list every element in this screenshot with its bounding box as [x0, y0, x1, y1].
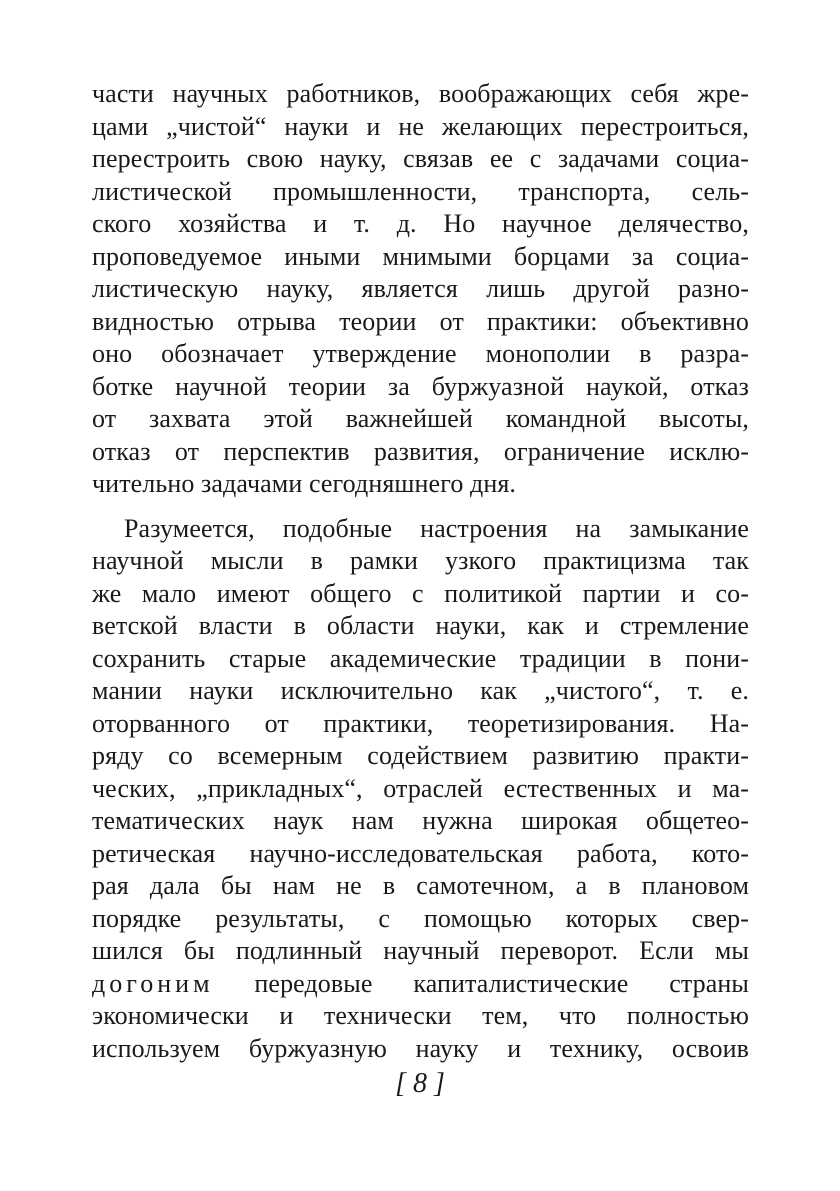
text-line: ветской власти в области науки, как и стремление: [92, 611, 749, 640]
text-line-spaced: [92, 968, 749, 1001]
text-line: используем буржуазную науку и технику, освоив: [92, 1033, 749, 1063]
text-line: ретическая научно-исследовательская работа, кото-: [92, 838, 749, 868]
text-line: оно обозначает утверждение монополии в разра-: [92, 339, 749, 368]
text-line: рая дала бы нам не в самотечном, а в плановом: [92, 871, 749, 900]
text-line: части научных работников, воображающих себя жре-: [92, 79, 749, 108]
page-number: [ 8 ]: [395, 1068, 445, 1099]
text-line: научной мысли в рамки узкого практицизма так: [92, 546, 749, 575]
text-line: сохранить старые академические традиции в пони-: [92, 643, 749, 673]
paragraph-1: [92, 78, 749, 501]
text-line: оторванного от практики, теоретизирования. На-: [92, 708, 749, 738]
text-line: ряду со всемерным содействием развитию практи-: [92, 741, 749, 770]
paragraph-2: [92, 513, 749, 1066]
page-text: [92, 78, 749, 1065]
text-line: цами „чистой“ науки и не желающих перестроиться,: [92, 111, 749, 141]
text-line: листической промышленности, транспорта, сель-: [92, 176, 749, 206]
text-line: ческих, „прикладных“, отраслей естественных и ма-: [92, 773, 749, 803]
text-segment: передовые капиталистические страны: [213, 968, 749, 998]
text-line: ского хозяйства и т. д. Но научное делячество,: [92, 209, 749, 238]
text-line: шился бы подлинный научный переворот. Если мы: [92, 936, 749, 965]
text-line: порядке результаты, с помощью которых свер-: [92, 903, 749, 933]
text-line: от захвата этой важнейшей командной высоты,: [92, 404, 749, 433]
text-line: же мало имеют общего с политикой партии и со-: [92, 578, 749, 608]
text-line: тематических наук нам нужна широкая общетео-: [92, 806, 749, 835]
paragraph-gap: [92, 501, 749, 513]
text-line: мании науки исключительно как „чистого“, т. е.: [92, 676, 749, 705]
text-line: листическую науку, является лишь другой разно-: [92, 274, 749, 303]
spaced-emphasis: догоним: [92, 968, 214, 998]
text-line: перестроить свою науку, связав ее с задачами социа-: [92, 144, 749, 173]
text-line: экономически и технически тем, что полностью: [92, 1001, 749, 1030]
text-line: Разумеется, подобные настроения на замыкание: [124, 513, 749, 543]
text-line: ботке научной теории за буржуазной наукой, отказ: [92, 371, 749, 401]
text-line: видностью отрыва теории от практики: объективно: [92, 306, 749, 336]
text-line: отказ от перспектив развития, ограничение исклю-: [92, 436, 749, 466]
text-line: чительно задачами сегодняшнего дня.: [92, 469, 517, 498]
text-line: проповедуемое иными мнимыми борцами за социа-: [92, 241, 749, 271]
